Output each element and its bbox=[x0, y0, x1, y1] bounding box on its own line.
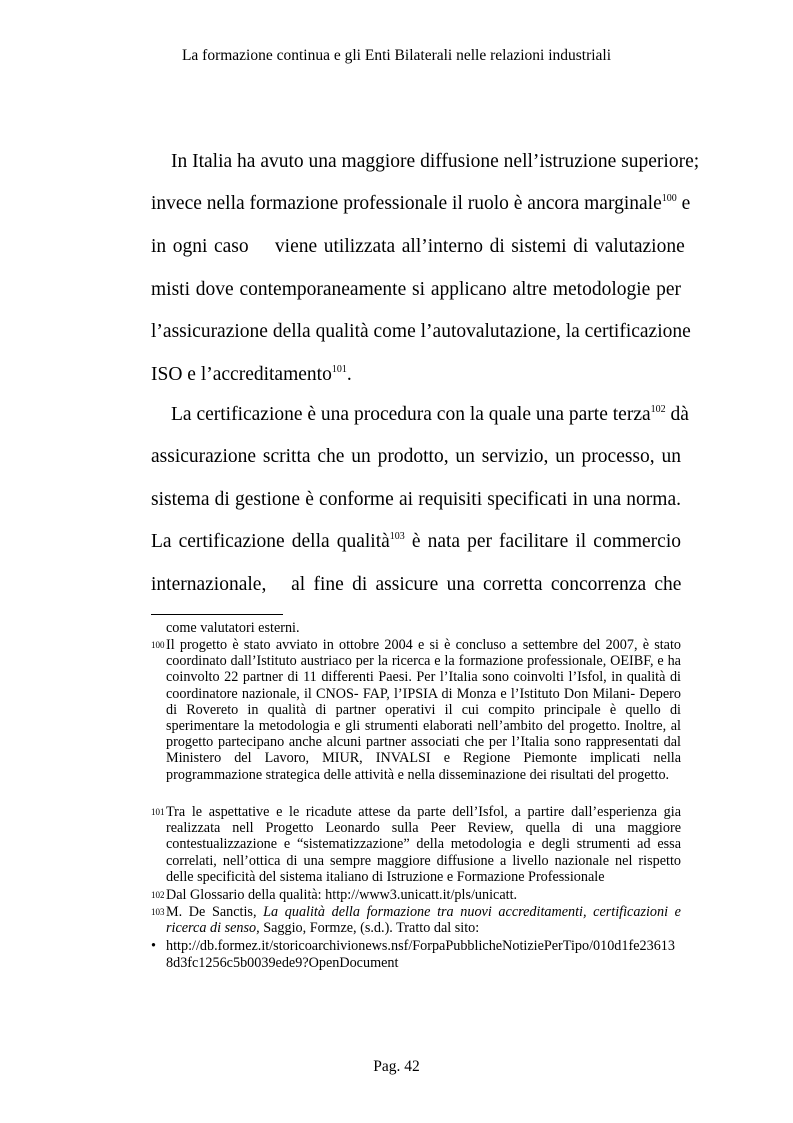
footnote-103-title: La qualità della formazione tra nuovi accreditamenti, certificazioni e ricerca di senso bbox=[166, 904, 681, 937]
footnote-102-text: Dal Glossario della qualità: http://www3.unicatt.it/pls/unicatt. bbox=[166, 887, 518, 903]
footnote-103 bbox=[151, 904, 681, 936]
paragraph-2-line-3: sistema di gestione è conforme ai requisiti specificati in una norma. bbox=[151, 489, 681, 510]
bullet-icon: • bbox=[151, 938, 156, 954]
footnote-103-number: 103 bbox=[151, 907, 165, 917]
footnote-100 bbox=[151, 637, 681, 783]
running-header: La formazione continua e gli Enti Bilaterali nelle relazioni industriali bbox=[181, 47, 612, 64]
footnote-bullet-link bbox=[151, 938, 681, 972]
footnote-103-text: M. De Sanctis, La qualità della formazione tra nuovi accreditamenti, certificazioni e ricerca di senso, Saggio, Formze, (s.d.). Tratto dal sito: bbox=[166, 904, 681, 937]
paragraph-1-line-3: in ogni caso viene utilizzata all’interno di sistemi di valutazione bbox=[151, 236, 685, 257]
footnote-100-number: 100 bbox=[151, 640, 165, 650]
footnote-separator bbox=[151, 614, 283, 615]
page-number: Pag. 42 bbox=[373, 1058, 420, 1075]
footnote-continuation: come valutatori esterni. bbox=[166, 620, 300, 636]
paragraph-1-line-2: invece nella formazione professionale il ruolo è ancora marginale$^{100}$ e bbox=[151, 193, 691, 214]
footnote-ref-102[interactable]: 102 bbox=[650, 404, 666, 415]
paragraph-1-line-4: misti dove contemporaneamente si applicano altre metodologie per bbox=[151, 279, 681, 300]
footnote-102 bbox=[151, 887, 681, 903]
paragraph-1-line-6: ISO e l’accreditamento$^{101}$. bbox=[151, 364, 352, 385]
footnote-ref-101[interactable]: 101 bbox=[331, 364, 347, 375]
footnote-ref-103[interactable]: 103 bbox=[389, 531, 405, 542]
paragraph-1-line-5: l’assicurazione della qualità come l’autovalutazione, la certificazione bbox=[151, 321, 691, 342]
footnote-100-text: Il progetto è stato avviato in ottobre 2004 e si è concluso a settembre del 2007, è stato coordinato dall’Istituto austriaco per la ricerca e la formazione professionale, OEIBF, e ha coinvolto 22 partner di 11 differenti Paesi. Per l’Italia sono coinvolti l’Isfol, in qualità di coordinatore nazionale, il CNOS- FAP, l’IPSIA di Monza e l’Istituto Don Milani- Depero di Rovereto in qualità di partner operativi il cui compito principale è quello di sperimentare la metodologia e gli strumenti elaborati nell’ambito del progetto. Inoltre, al progetto partecipano anche alcuni partner associati che per l’Italia sono rappresentati dal Ministero del Lavoro, MIUR, INVALSI e Regione Piemonte implicati nella programmazione strategica delle attività e nella disseminazione dei risultati del progetto. bbox=[166, 637, 681, 783]
source-url-link[interactable]: http://db.formez.it/storicoarchivionews.nsf/ForpaPubblicheNotiziePerTipo/010d1fe236138d3fc1256c5b0039ede9?OpenDocument bbox=[166, 938, 675, 971]
footnote-101-number: 101 bbox=[151, 807, 165, 817]
paragraph-2-line-1: La certificazione è una procedura con la quale una parte terza$^{102}$ dà bbox=[171, 404, 689, 425]
footnote-101 bbox=[151, 804, 681, 885]
paragraph-1-line-1: In Italia ha avuto una maggiore diffusione nell’istruzione superiore; bbox=[171, 151, 700, 172]
footnote-102-number: 102 bbox=[151, 890, 165, 900]
footnote-ref-100[interactable]: 100 bbox=[661, 193, 677, 204]
paragraph-2-line-4: La certificazione della qualità$^{103}$ è nata per facilitare il commercio bbox=[151, 531, 681, 552]
footnote-101-text: Tra le aspettative e le ricadute attese da parte dell’Isfol, a partire dall’esperienza gia realizzata nell Progetto Leonardo sulla Peer Review, quella di una maggiore contestualizzazione e “sistematizzazione” della metodologia e degli strumenti ad essa correlati, nell’ottica di una sempre maggiore diffusione a livello nazionale nel rispetto delle specificità del sistema italiano di Istruzione e Formazione Professionale bbox=[166, 804, 681, 885]
paragraph-2-line-2: assicurazione scritta che un prodotto, un servizio, un processo, un bbox=[151, 446, 681, 467]
paragraph-2-line-5: internazionale, al fine di assicure una corretta concorrenza che bbox=[151, 574, 682, 595]
